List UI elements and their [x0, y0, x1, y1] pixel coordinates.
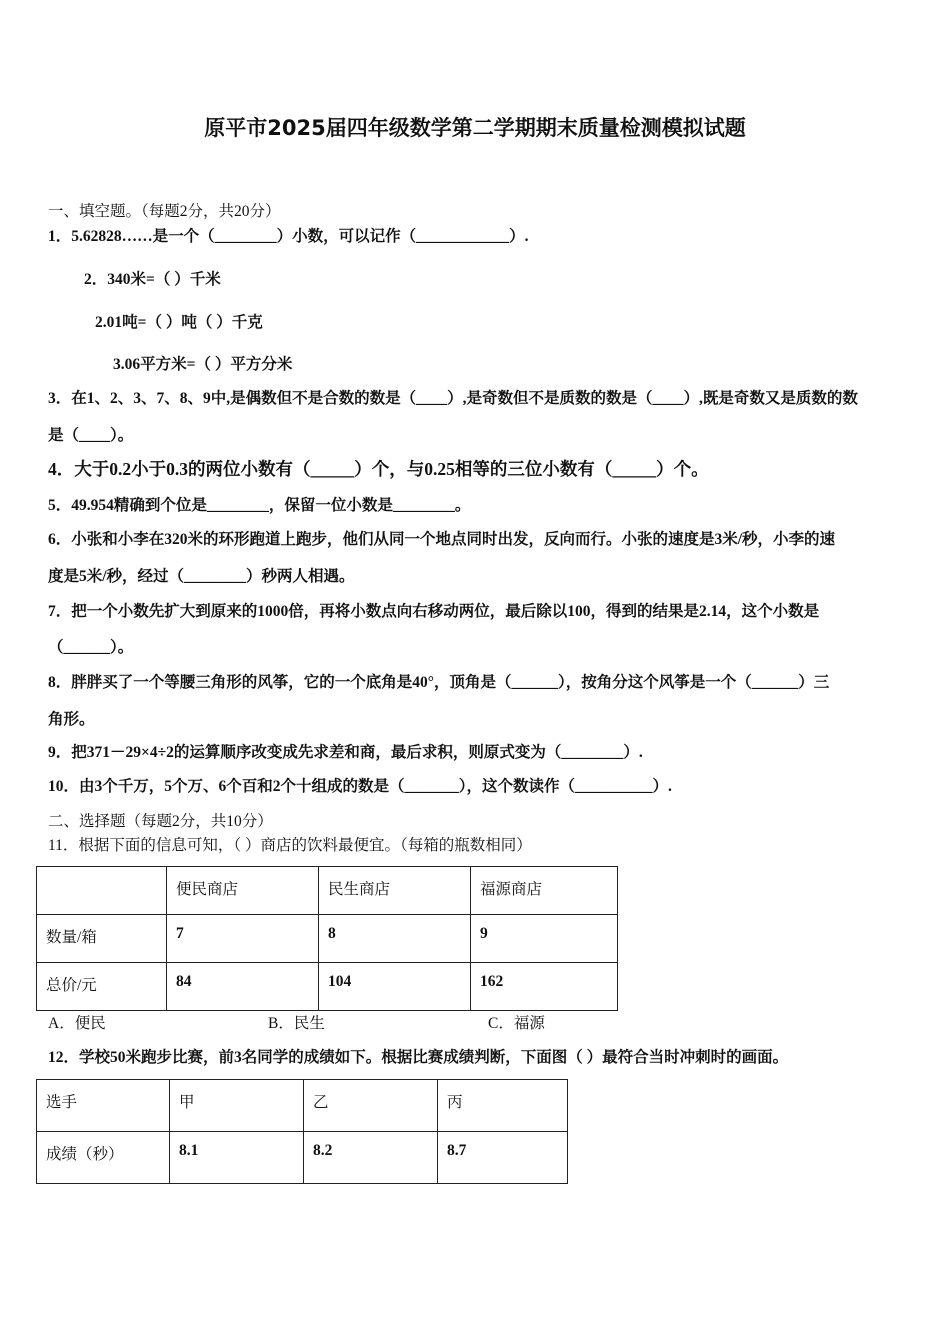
question-5: 5．49.954精确到个位是________，保留一位小数是________。	[48, 497, 471, 514]
question-8-line-1: 8．胖胖买了一个等腰三角形的风筝，它的一个底角是40°，顶角是（______），按角分这个风筝是一个（______）三	[48, 674, 830, 691]
option-c: C．福源	[488, 1015, 545, 1032]
question-2b: 2.01吨=（ ）吨（ ）千克	[95, 314, 263, 331]
table-row	[37, 867, 618, 915]
table-row	[37, 1132, 568, 1184]
shop-price-table	[36, 866, 618, 1011]
table-cell	[37, 867, 167, 915]
table-row-label: 成绩（秒）	[37, 1132, 170, 1184]
table-row	[37, 1080, 568, 1132]
table-row-label: 总价/元	[37, 963, 167, 1011]
section-2-heading: 二、选择题（每题2分，共10分）	[48, 813, 273, 830]
table-cell: 8.1	[170, 1132, 304, 1184]
section-1-heading: 一、填空题。（每题2分，共20分）	[48, 203, 281, 220]
table-header-cell: 福源商店	[471, 867, 618, 915]
option-a: A．便民	[48, 1015, 106, 1032]
table-header-cell: 乙	[304, 1080, 438, 1132]
question-4: 4．大于0.2小于0.3的两位小数有（_____）个，与0.25相等的三位小数有（_____）个。	[48, 459, 709, 479]
table-row	[37, 915, 618, 963]
question-8-line-2: 角形。	[48, 711, 95, 728]
question-3-line-2: 是（____）。	[48, 427, 134, 444]
table-row	[37, 963, 618, 1011]
table-cell: 104	[319, 963, 471, 1011]
table-cell: 8.2	[304, 1132, 438, 1184]
question-7-line-2: （______）。	[48, 639, 134, 656]
table-cell: 84	[167, 963, 319, 1011]
option-b: B．民生	[268, 1015, 325, 1032]
question-11: 11．根据下面的信息可知，（ ）商店的饮料最便宜。（每箱的瓶数相同）	[48, 837, 532, 854]
question-2c: 3.06平方米=（ ）平方分米	[113, 356, 293, 373]
table-cell: 9	[471, 915, 618, 963]
table-row-label: 数量/箱	[37, 915, 167, 963]
table-cell: 162	[471, 963, 618, 1011]
table-cell: 8	[319, 915, 471, 963]
table-header-cell: 丙	[438, 1080, 568, 1132]
table-header-cell: 民生商店	[319, 867, 471, 915]
question-6-line-1: 6．小张和小李在320米的环形跑道上跑步，他们从同一个地点同时出发，反向而行。小张的速度是3米/秒，小李的速	[48, 531, 836, 548]
page-title: 原平市2025届四年级数学第二学期期末质量检测模拟试题	[204, 116, 746, 140]
race-result-table	[36, 1079, 568, 1184]
question-3-line-1: 3．在1、2、3、7、8、9中,是偶数但不是合数的数是（____）,是奇数但不是质数的数是（____）,既是奇数又是质数的数	[48, 390, 858, 407]
table-header-cell: 便民商店	[167, 867, 319, 915]
question-7-line-1: 7．把一个小数先扩大到原来的1000倍，再将小数点向右移动两位，最后除以100，得到的结果是2.14，这个小数是	[48, 603, 820, 620]
table-cell: 8.7	[438, 1132, 568, 1184]
question-1: 1．5.62828……是一个（________）小数，可以记作（____________）.	[48, 228, 529, 245]
question-12: 12．学校50米跑步比赛，前3名同学的成绩如下。根据比赛成绩判断，下面图（ ）最符合当时冲刺时的画面。	[48, 1049, 789, 1066]
question-9: 9．把371－29×4÷2的运算顺序改变成先求差和商，最后求积，则原式变为（________）.	[48, 744, 643, 761]
table-cell: 7	[167, 915, 319, 963]
table-header-cell: 选手	[37, 1080, 170, 1132]
question-6-line-2: 度是5米/秒，经过（________）秒两人相遇。	[48, 568, 355, 585]
question-10: 10．由3个千万，5个万、6个百和2个十组成的数是（_______），这个数读作（__________）.	[48, 778, 672, 795]
question-2a: 2．340米=（ ）千米	[84, 271, 221, 288]
table-header-cell: 甲	[170, 1080, 304, 1132]
